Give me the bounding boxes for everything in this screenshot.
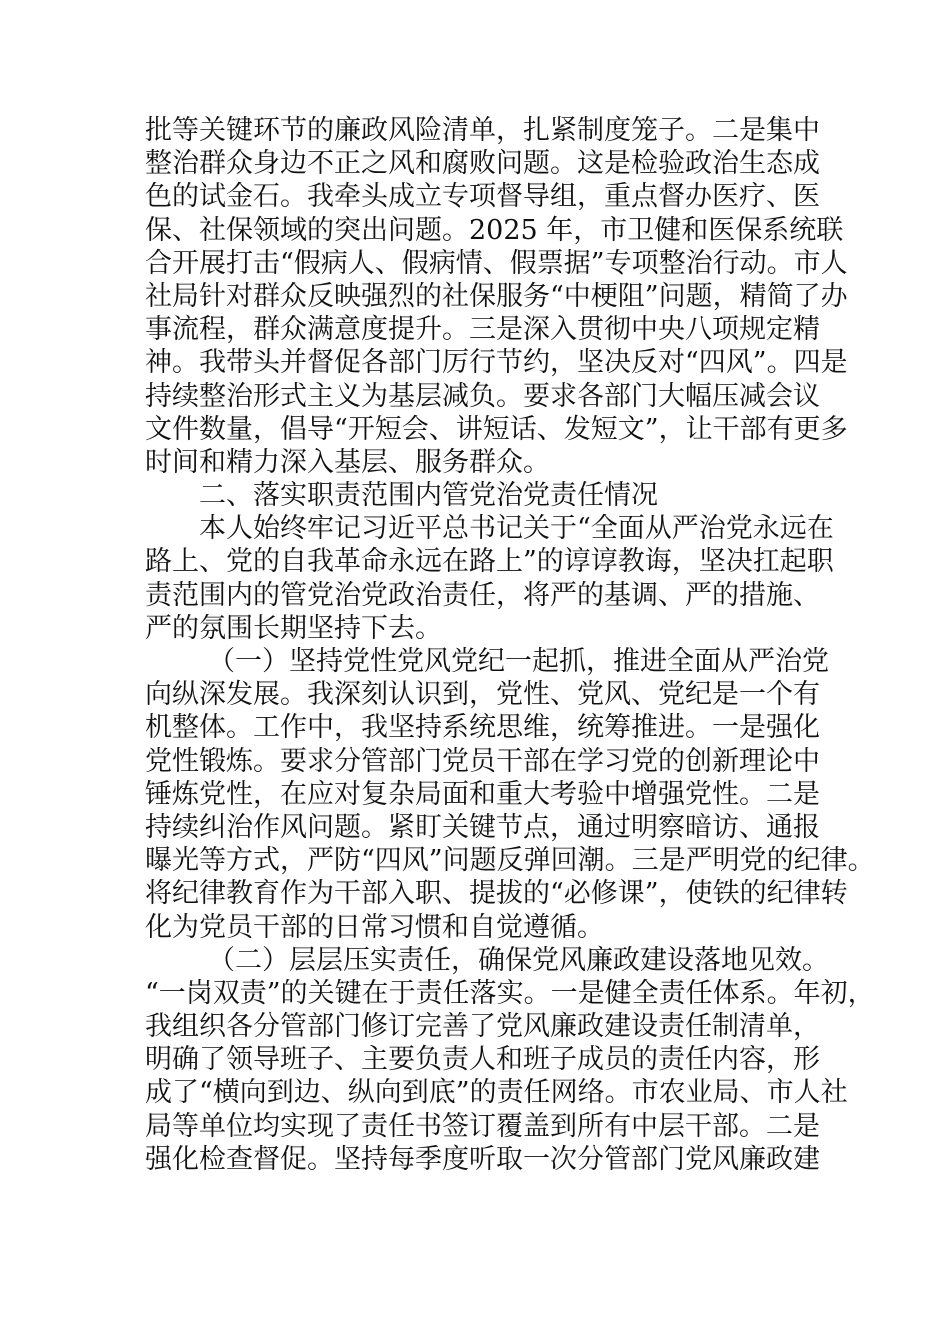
paragraph-line: 明确了领导班子、主要负责人和班子成员的责任内容，形: [145, 1044, 820, 1076]
paragraph-line: 机整体。工作中，我坚持系统思维，统筹推进。一是强化: [145, 712, 820, 744]
paragraph-line: 事流程，群众满意度提升。三是深入贯彻中央八项规定精: [145, 314, 820, 346]
paragraph-line: 锤炼党性，在应对复杂局面和重大考验中增强党性。二是: [145, 778, 820, 810]
paragraph-line: 强化检查督促。坚持每季度听取一次分管部门党风廉政建: [145, 1143, 820, 1175]
paragraph-line: 整治群众身边不正之风和腐败问题。这是检验政治生态成: [145, 148, 820, 180]
paragraph-line: 严的氛围长期坚持下去。: [145, 612, 442, 644]
paragraph-line: 成了“横向到边、纵向到底”的责任网络。市农业局、市人社: [145, 1077, 848, 1109]
paragraph-line: 保、社保领域的突出问题。2025 年，市卫健和医保系统联: [145, 214, 844, 246]
paragraph-line: “一岗双责”的关键在于责任落实。一是健全责任体系。年初，: [145, 977, 875, 1009]
paragraph-line: 本人始终牢记习近平总书记关于“全面从严治党永远在: [199, 513, 834, 545]
section-heading: 二、落实职责范围内管党治党责任情况: [199, 480, 658, 512]
paragraph-line: 神。我带头并督促各部门厉行节约，坚决反对“四风”。四是: [145, 347, 848, 379]
paragraph-line: 曝光等方式，严防“四风”问题反弹回潮。三是严明党的纪律。: [145, 845, 875, 877]
paragraph-line: 向纵深发展。我深刻认识到，党性、党风、党纪是一个有: [145, 679, 820, 711]
paragraph-line: 社局针对群众反映强烈的社保服务“中梗阻”问题，精简了办: [145, 280, 848, 312]
paragraph-line: 色的试金石。我牵头成立专项督导组，重点督办医疗、医: [145, 181, 820, 213]
paragraph-line: 责范围内的管党治党政治责任，将严的基调、严的措施、: [145, 579, 820, 611]
paragraph-line: 合开展打击“假病人、假病情、假票据”专项整治行动。市人: [145, 247, 848, 279]
paragraph-line: 路上、党的自我革命永远在路上”的谆谆教诲，坚决扛起职: [145, 546, 834, 578]
paragraph-line: 文件数量，倡导“开短会、讲短话、发短文”，让干部有更多: [145, 413, 848, 445]
paragraph-line: 时间和精力深入基层、服务群众。: [145, 446, 550, 478]
paragraph-line: 持续纠治作风问题。紧盯关键节点，通过明察暗访、通报: [145, 811, 820, 843]
paragraph-line: 党性锻炼。要求分管部门党员干部在学习党的创新理论中: [145, 745, 820, 777]
paragraph-line: 我组织各分管部门修订完善了党风廉政建设责任制清单，: [145, 1011, 820, 1043]
paragraph-line: 局等单位均实现了责任书签订覆盖到所有中层干部。二是: [145, 1110, 820, 1142]
paragraph-line: 批等关键环节的廉政风险清单，扎紧制度笼子。二是集中: [145, 115, 820, 146]
paragraph-line: 持续整治形式主义为基层减负。要求各部门大幅压减会议: [145, 380, 820, 412]
paragraph-line: 将纪律教育作为干部入职、提拔的“必修课”，使铁的纪律转: [145, 878, 848, 910]
document-page: [145, 114, 875, 1176]
subsection-heading-line: （一）坚持党性党风党纪一起抓，推进全面从严治党: [208, 646, 829, 677]
subsection-heading-line: （二）层层压实责任，确保党风廉政建设落地见效。: [208, 944, 829, 976]
paragraph-line: 化为党员干部的日常习惯和自觉遵循。: [145, 911, 604, 943]
